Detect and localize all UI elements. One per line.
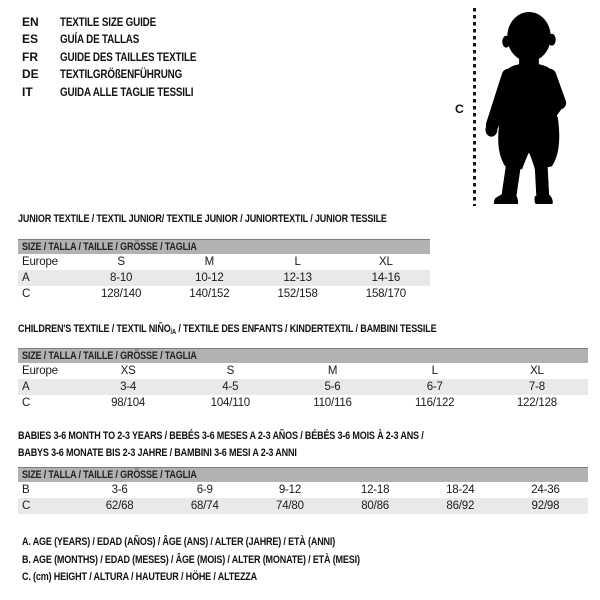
row-label: Europe xyxy=(22,256,58,268)
lang-code: ES xyxy=(22,32,39,47)
babies-table xyxy=(18,467,588,514)
junior-table xyxy=(18,239,430,302)
row-label: Europe xyxy=(22,365,58,377)
lang-label: GUIDA ALLE TAGLIE TESSILI xyxy=(60,84,194,99)
row-label: A xyxy=(22,272,30,284)
lang-row-es xyxy=(22,31,226,49)
table-row: Europe XS S M L XL xyxy=(18,363,588,379)
row-label: C xyxy=(22,500,31,512)
lang-code: EN xyxy=(22,14,39,29)
size-header-band: SIZE / TALLA / TAILLE / GRÖSSE / TAGLIA xyxy=(18,348,588,363)
baby-silhouette xyxy=(483,10,575,204)
lang-label: TEXTILE SIZE GUIDE xyxy=(60,14,157,29)
table-row: A 8-10 10-12 12-13 14-16 xyxy=(18,270,430,286)
row-label: C xyxy=(22,397,31,409)
row-label: B xyxy=(22,484,30,496)
lang-code: FR xyxy=(22,49,38,64)
lang-row-de xyxy=(22,66,226,84)
lang-row-fr xyxy=(22,48,226,66)
table-row: C 128/140 140/152 152/158 158/170 xyxy=(18,286,430,302)
height-label-c: C xyxy=(455,102,464,116)
babies-table-title: BABIES 3-6 MONTH TO 2-3 YEARS / BEBÉS 3-6 MESES A 2-3 AÑOS / BÉBÉS 3-6 MOIS À 2-3 ANS / BABYS 3-6 MONATE BIS 2-3 JAHRE / BAMBINI 3-6 MESI A 2-3 ANNI xyxy=(18,430,424,459)
lang-label: TEXTILGRÖßENFÜHRUNG xyxy=(60,67,183,82)
legend-age-years: A. AGE (YEARS) / EDAD (AÑOS) / ÂGE (ANS) / ALTER (JAHRE) / ETÀ (ANNI) xyxy=(22,536,336,548)
legend xyxy=(22,536,434,589)
lang-row-en xyxy=(22,13,226,31)
lang-code: IT xyxy=(22,84,33,99)
title-subscript: /A xyxy=(170,329,177,336)
table-row: A 3-4 4-5 5-6 6-7 7-8 xyxy=(18,379,588,395)
language-list xyxy=(22,13,226,101)
legend-age-months: B. AGE (MONTHS) / EDAD (MESES) / ÂGE (MOIS) / ALTER (MONATE) / ETÀ (MESI) xyxy=(22,553,360,566)
row-label: C xyxy=(22,288,31,300)
table-row: B 3-6 6-9 9-12 12-18 18-24 24-36 xyxy=(18,482,588,498)
height-dashed-line xyxy=(473,8,476,206)
size-header-band: SIZE / TALLA / TAILLE / GRÖSSE / TAGLIA xyxy=(18,467,588,482)
legend-height: C. (cm) HEIGHT / ALTURA / HAUTEUR / HÖHE / ALTEZZA xyxy=(22,571,258,583)
lang-label: GUIDE DES TAILLES TEXTILE xyxy=(60,49,197,64)
size-header-band: SIZE / TALLA / TAILLE / GRÖSSE / TAGLIA xyxy=(18,239,430,254)
lang-code: DE xyxy=(22,67,39,82)
children-table-title: CHILDREN'S TEXTILE / TEXTIL $NIÑO_{/A}$ / TEXTILE DES ENFANTS / KINDERTEXTIL / BAMBINI TESSILE xyxy=(18,323,437,336)
lang-label: GUÍA DE TALLAS xyxy=(60,32,140,47)
junior-table-title: JUNIOR TEXTILE / TEXTIL JUNIOR/ TEXTILE JUNIOR / JUNIORTEXTIL / JUNIOR TESSILE xyxy=(18,213,387,225)
table-row: C 98/104 104/110 110/116 116/122 122/128 xyxy=(18,395,588,411)
children-table xyxy=(18,348,588,411)
lang-row-it xyxy=(22,83,226,101)
table-row: Europe S M L XL xyxy=(18,254,430,270)
row-label: A xyxy=(22,381,30,393)
table-row: C 62/68 68/74 74/80 80/86 86/92 92/98 xyxy=(18,498,588,514)
